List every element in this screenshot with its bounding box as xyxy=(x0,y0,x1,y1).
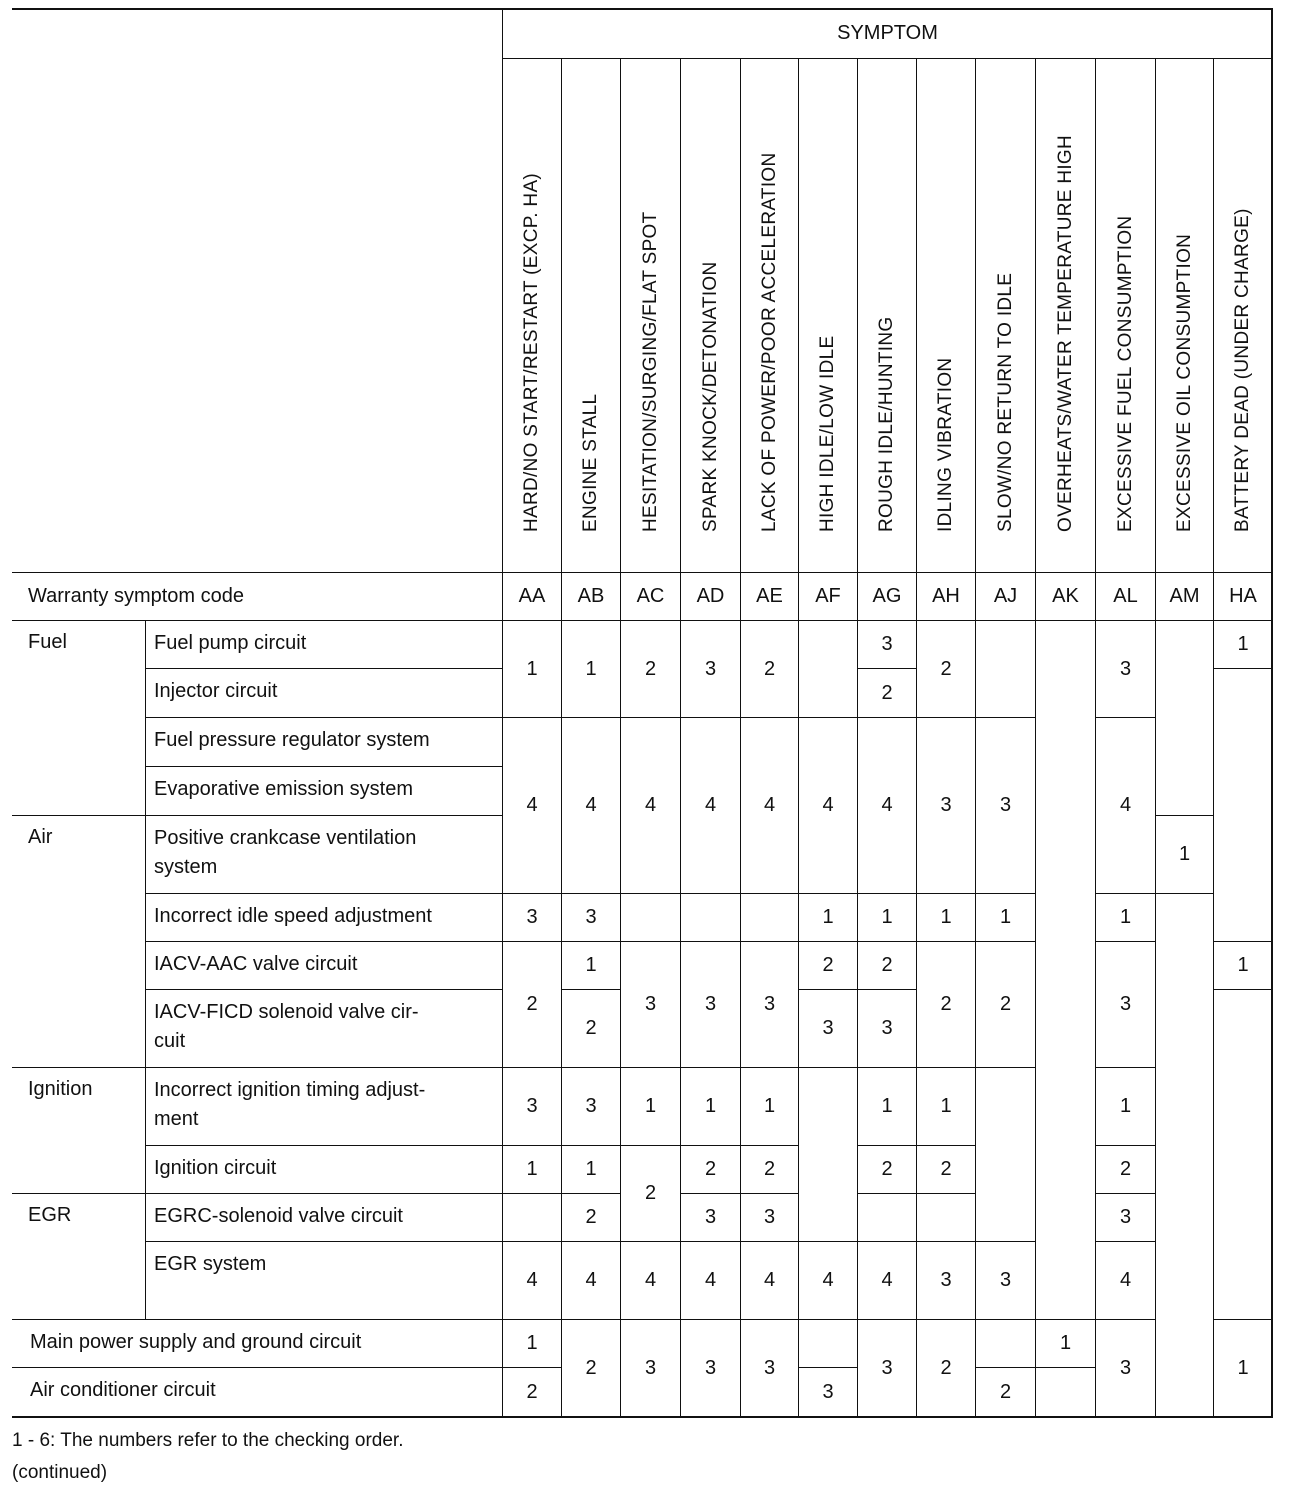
cell-text: 3 xyxy=(704,657,717,680)
cell-text: 3 xyxy=(1119,657,1132,680)
check-order-cell-aa xyxy=(502,893,562,942)
symptom-name: IDLING VIBRATION xyxy=(935,357,956,532)
check-order-cell-ac xyxy=(620,620,681,718)
item-label xyxy=(145,1193,503,1242)
cell-text: 3 xyxy=(763,993,776,1015)
check-order-cell-af xyxy=(798,941,858,990)
cell-text: 1 xyxy=(1119,906,1132,928)
check-order-cell-ha xyxy=(1213,668,1273,942)
cell-text: 2 xyxy=(526,1381,538,1403)
check-order-cell-ag xyxy=(857,1193,917,1242)
item-text: Fuel pump circuit xyxy=(154,632,307,654)
cell-text: 3 xyxy=(940,1269,952,1291)
check-order-cell-ae xyxy=(740,1193,799,1242)
cell-text: 3 xyxy=(644,1357,657,1379)
item-label xyxy=(145,1241,503,1320)
item-text: Air conditioner circuit xyxy=(30,1379,216,1401)
symptom-code xyxy=(1213,572,1273,621)
check-order-cell-ab xyxy=(561,1319,621,1418)
check-order-cell-ag xyxy=(857,620,917,669)
check-order-cell-ad xyxy=(680,717,741,894)
cell-text: 2 xyxy=(585,1357,597,1379)
check-order-cell-af xyxy=(798,1067,858,1242)
cell-text: 1 xyxy=(585,657,597,680)
cell-text: 4 xyxy=(1119,794,1132,816)
cell-text: 1 xyxy=(940,906,952,928)
cell-text: 4 xyxy=(526,1269,538,1291)
check-order-cell-ah xyxy=(916,1145,976,1194)
check-order-cell-ad xyxy=(680,1145,741,1194)
check-order-cell-af xyxy=(798,1241,858,1320)
symptom-name: HIGH IDLE/LOW IDLE xyxy=(817,335,838,532)
check-order-cell-ag xyxy=(857,668,917,718)
check-order-cell-aa xyxy=(502,620,562,718)
symptom-name: LACK OF POWER/POOR ACCELERATION xyxy=(758,152,780,532)
check-order-cell-ah xyxy=(916,941,976,1068)
cell-text: 2 xyxy=(940,657,952,680)
symptom-code xyxy=(620,572,681,621)
symptom-column-header xyxy=(798,58,858,573)
cell-text: 3 xyxy=(999,794,1012,816)
cell-text: 3 xyxy=(585,906,597,928)
check-order-cell-aa xyxy=(502,1319,562,1368)
symptom-name: ROUGH IDLE/HUNTING xyxy=(876,316,897,532)
symptom-name: SPARK KNOCK/DETONATION xyxy=(699,261,721,532)
check-order-cell-aj xyxy=(975,1241,1036,1320)
cell-text: Fuel xyxy=(28,631,67,653)
check-order-cell-ag xyxy=(857,1319,917,1418)
cell-text: 2 xyxy=(881,1158,893,1180)
symptom-name: HARD/NO START/RESTART (EXCP. HA) xyxy=(521,172,542,532)
cell-text: 1 xyxy=(999,906,1012,928)
check-order-cell-ah xyxy=(916,893,976,942)
cell-text: AK xyxy=(1052,585,1079,607)
check-order-cell-ad xyxy=(680,893,741,942)
check-order-cell-ab xyxy=(561,893,621,942)
check-order-cell-af xyxy=(798,893,858,942)
check-order-cell-ak xyxy=(1035,1319,1096,1368)
check-order-cell-al xyxy=(1095,1193,1156,1242)
item-text: Evaporative emission system xyxy=(154,778,413,800)
check-order-cell-ab xyxy=(561,1193,621,1242)
category-air xyxy=(12,815,146,1068)
check-order-cell-al xyxy=(1095,1067,1156,1146)
symptom-code xyxy=(680,572,741,621)
symptom-column-header xyxy=(1035,58,1096,573)
check-order-cell-ad xyxy=(680,1067,741,1146)
check-order-cell-af xyxy=(798,1367,858,1418)
item-label xyxy=(145,989,503,1068)
cell-text: 4 xyxy=(763,794,776,816)
check-order-cell-aa xyxy=(502,1067,562,1146)
symptom-name: EXCESSIVE OIL CONSUMPTION xyxy=(1173,233,1195,532)
cell-text: 4 xyxy=(644,1269,657,1291)
cell-text: 4 xyxy=(763,1269,776,1291)
cell-text: 1 xyxy=(644,1095,657,1117)
check-order-cell-aj xyxy=(975,893,1036,942)
check-order-cell-ag xyxy=(857,1067,917,1146)
symptom-code xyxy=(975,572,1036,621)
check-order-cell-ab xyxy=(561,941,621,990)
cell-text: 2 xyxy=(1119,1158,1132,1180)
check-order-cell-ha xyxy=(1213,1319,1273,1418)
cell-text: 3 xyxy=(526,906,538,928)
cell-text: 4 xyxy=(526,794,538,816)
cell-text: 1 xyxy=(526,1158,538,1180)
cell-text: AC xyxy=(636,585,665,607)
item-text: EGRC-solenoid valve circuit xyxy=(154,1205,403,1227)
cell-text: 2 xyxy=(644,657,657,680)
symptom-code xyxy=(561,572,621,621)
check-order-cell-aj xyxy=(975,1067,1036,1242)
check-order-cell-al xyxy=(1095,1145,1156,1194)
check-order-cell-ah xyxy=(916,1193,976,1242)
symptom-column-header xyxy=(975,58,1036,573)
symptom-column-header xyxy=(502,58,562,573)
check-order-cell-ag xyxy=(857,893,917,942)
item-text: IACV-AAC valve circuit xyxy=(154,953,358,975)
cell-text: Air xyxy=(28,826,53,848)
check-order-cell-am xyxy=(1155,620,1214,816)
check-order-cell-ae xyxy=(740,620,799,718)
check-order-cell-ac xyxy=(620,1241,681,1320)
check-order-cell-ae xyxy=(740,1241,799,1320)
check-order-cell-al xyxy=(1095,893,1156,942)
cell-text: AG xyxy=(872,585,902,607)
cell-text: EGR xyxy=(28,1204,72,1226)
check-order-cell-ag xyxy=(857,941,917,990)
check-order-cell-ab xyxy=(561,717,621,894)
cell-text: 2 xyxy=(940,1357,952,1379)
check-order-cell-am xyxy=(1155,815,1214,894)
symptom-name: OVERHEATS/WATER TEMPERATURE HIGH xyxy=(1054,134,1076,532)
check-order-cell-aa xyxy=(502,1145,562,1194)
check-order-cell-al xyxy=(1095,1241,1156,1320)
item-label xyxy=(145,941,503,990)
check-order-cell-aa xyxy=(502,1193,562,1242)
check-order-cell-ah xyxy=(916,1241,976,1320)
check-order-cell-ak xyxy=(1035,620,1096,1320)
cell-text: 2 xyxy=(644,1182,657,1204)
check-order-cell-ha xyxy=(1213,941,1273,990)
check-order-cell-al xyxy=(1095,717,1156,894)
category-fuel xyxy=(12,620,146,816)
check-order-cell-ad xyxy=(680,1241,741,1320)
symptom-column-header xyxy=(857,58,917,573)
cell-text: 1 xyxy=(1237,633,1249,655)
cell-text: 3 xyxy=(763,1206,776,1228)
check-order-cell-ac xyxy=(620,1067,681,1146)
symptom-column-header xyxy=(916,58,976,573)
footnote: 1 - 6: The numbers refer to the checking order. xyxy=(12,1430,404,1451)
cell-text: 1 xyxy=(881,906,893,928)
item-text: Injector circuit xyxy=(154,680,278,702)
check-order-cell-ab xyxy=(561,989,621,1068)
cell-text: 4 xyxy=(822,1269,834,1291)
check-order-cell-aa xyxy=(502,1241,562,1320)
item-text: Ignition circuit xyxy=(154,1157,277,1179)
check-order-cell-al xyxy=(1095,941,1156,1068)
cell-text: HA xyxy=(1229,585,1257,607)
item-text: Incorrect ignition timing adjust- xyxy=(154,1079,426,1101)
cell-text: 4 xyxy=(585,794,597,816)
check-order-cell-ac xyxy=(620,1145,681,1242)
check-order-cell-ak xyxy=(1035,1367,1096,1418)
cell-text: 1 xyxy=(1178,843,1191,865)
cell-text: 3 xyxy=(585,1095,597,1117)
symptom-name: SLOW/NO RETURN TO IDLE xyxy=(994,272,1016,532)
item-label xyxy=(145,717,503,767)
cell-text: 1 xyxy=(585,1158,597,1180)
check-order-cell-ah xyxy=(916,1319,976,1418)
check-order-cell-ad xyxy=(680,1319,741,1418)
check-order-cell-af xyxy=(798,717,858,894)
cell-text: 1 xyxy=(881,1095,893,1117)
symptom-name: BATTERY DEAD (UNDER CHARGE) xyxy=(1232,208,1253,532)
cell-text: 2 xyxy=(763,1158,776,1180)
check-order-cell-ad xyxy=(680,620,741,718)
item-label xyxy=(145,620,503,669)
check-order-cell-ah xyxy=(916,717,976,894)
cell-text: AF xyxy=(815,585,841,607)
symptom-name: HESITATION/SURGING/FLAT SPOT xyxy=(639,211,661,532)
cell-text: 3 xyxy=(763,1357,776,1379)
cell-text: 1 xyxy=(763,1095,776,1117)
item-text: Fuel pressure regulator system xyxy=(154,729,430,751)
item-label xyxy=(145,1145,503,1194)
symptom-code xyxy=(798,572,858,621)
item-text: system xyxy=(154,856,218,878)
header-blank xyxy=(12,8,503,573)
cell-text: 3 xyxy=(1119,993,1132,1015)
cell-text: 1 xyxy=(1237,1357,1249,1379)
cell-text: 4 xyxy=(1119,1269,1132,1291)
category-ignition xyxy=(12,1067,146,1194)
check-order-cell-ae xyxy=(740,717,799,894)
item-text: Positive crankcase ventilation xyxy=(154,827,417,849)
symptom-column-header xyxy=(561,58,621,573)
symptom-code xyxy=(1035,572,1096,621)
check-order-cell-al xyxy=(1095,1319,1156,1418)
cell-text: 1 xyxy=(585,954,597,976)
cell-text: 3 xyxy=(822,1017,834,1039)
check-order-cell-aj xyxy=(975,941,1036,1068)
item-text: Main power supply and ground circuit xyxy=(30,1331,362,1353)
cell-text: 3 xyxy=(940,794,952,816)
cell-text: AM xyxy=(1169,585,1200,607)
check-order-cell-af xyxy=(798,620,858,718)
symptom-name: ENGINE STALL xyxy=(580,393,601,532)
code-row-label xyxy=(12,572,503,621)
cell-text: 1 xyxy=(1119,1095,1132,1117)
cell-text: 1 xyxy=(1059,1332,1072,1354)
check-order-cell-ae xyxy=(740,1145,799,1194)
cell-text: 2 xyxy=(881,954,893,976)
symptom-code xyxy=(1155,572,1214,621)
check-order-cell-ah xyxy=(916,620,976,718)
cell-text: 3 xyxy=(881,633,893,655)
check-order-cell-ac xyxy=(620,1319,681,1418)
check-order-cell-ab xyxy=(561,1067,621,1146)
cell-text: AJ xyxy=(993,585,1018,607)
symptom-code xyxy=(1095,572,1156,621)
cell-text: 3 xyxy=(1119,1357,1132,1379)
check-order-cell-aj xyxy=(975,1367,1036,1418)
check-order-cell-ac xyxy=(620,717,681,894)
cell-text: 4 xyxy=(822,794,834,816)
check-order-cell-ab xyxy=(561,620,621,718)
cell-text: 3 xyxy=(881,1017,893,1039)
symptom-column-header xyxy=(1095,58,1156,573)
cell-text: 4 xyxy=(644,794,657,816)
check-order-cell-aj xyxy=(975,1319,1036,1368)
cell-text: 3 xyxy=(644,993,657,1015)
item-text: IACV-FICD solenoid valve cir- xyxy=(154,1001,419,1023)
check-order-cell-aj xyxy=(975,717,1036,894)
cell-text: 4 xyxy=(881,794,893,816)
symptom-column-header xyxy=(740,58,799,573)
cell-text: 2 xyxy=(585,1206,597,1228)
check-order-cell-ae xyxy=(740,893,799,942)
cell-text: 2 xyxy=(704,1158,717,1180)
check-order-cell-af xyxy=(798,989,858,1068)
cell-text: 2 xyxy=(940,1158,952,1180)
cell-text: 3 xyxy=(526,1095,538,1117)
symptom-code xyxy=(740,572,799,621)
cell-text: 2 xyxy=(999,993,1012,1015)
check-order-cell-ab xyxy=(561,1145,621,1194)
check-order-cell-ag xyxy=(857,1241,917,1320)
check-order-cell-ab xyxy=(561,1241,621,1320)
cell-text: 3 xyxy=(1119,1206,1132,1228)
check-order-cell-ag xyxy=(857,989,917,1068)
check-order-cell-af xyxy=(798,1319,858,1368)
symptom-column-header xyxy=(1155,58,1214,573)
cell-text: AH xyxy=(932,585,960,607)
cell-text: 1 xyxy=(940,1095,952,1117)
cell-text: AE xyxy=(756,585,783,607)
check-order-cell-ae xyxy=(740,1319,799,1418)
cell-text: SYMPTOM xyxy=(837,22,938,44)
check-order-cell-ag xyxy=(857,1145,917,1194)
cell-text: 3 xyxy=(822,1381,834,1403)
item-text: cuit xyxy=(154,1030,186,1052)
check-order-cell-al xyxy=(1095,620,1156,718)
check-order-cell-ae xyxy=(740,1067,799,1146)
item-label xyxy=(145,668,503,718)
check-order-cell-ae xyxy=(740,941,799,1068)
check-order-cell-aa xyxy=(502,717,562,894)
symptom-column-header xyxy=(1213,58,1273,573)
cell-text: 2 xyxy=(999,1381,1012,1403)
continued-note: (continued) xyxy=(12,1462,108,1483)
check-order-cell-aa xyxy=(502,941,562,1068)
cell-text: AB xyxy=(577,585,605,607)
cell-text: 4 xyxy=(881,1269,893,1291)
item-text: EGR system xyxy=(154,1253,267,1275)
check-order-cell-aj xyxy=(975,620,1036,718)
cell-text: 1 xyxy=(1237,954,1249,976)
cell-text: 1 xyxy=(526,1332,538,1354)
item-label xyxy=(12,1367,503,1418)
cell-text: 3 xyxy=(999,1269,1012,1291)
item-label xyxy=(145,1067,503,1146)
cell-text: AL xyxy=(1113,585,1138,607)
item-label xyxy=(145,893,503,942)
item-text: Incorrect idle speed adjustment xyxy=(154,905,432,927)
cell-text: 4 xyxy=(585,1269,597,1291)
cell-text: 2 xyxy=(822,954,834,976)
cell-text: 2 xyxy=(940,993,952,1015)
cell-text: 1 xyxy=(822,906,834,928)
cell-text: 4 xyxy=(704,1269,717,1291)
check-order-cell-ha xyxy=(1213,989,1273,1320)
check-order-cell-ag xyxy=(857,717,917,894)
item-label xyxy=(145,766,503,816)
cell-text: 4 xyxy=(704,794,717,816)
symptom-code xyxy=(857,572,917,621)
cell-text: 2 xyxy=(763,657,776,680)
check-order-cell-ac xyxy=(620,893,681,942)
check-order-cell-ha xyxy=(1213,620,1273,669)
symptom-code xyxy=(502,572,562,621)
cell-text: Warranty symptom code xyxy=(28,585,244,607)
item-label xyxy=(145,815,503,894)
check-order-cell-aa xyxy=(502,1367,562,1418)
cell-text: 1 xyxy=(526,657,538,680)
symptom-column-header xyxy=(620,58,681,573)
symptom-header xyxy=(502,8,1273,59)
check-order-cell-ad xyxy=(680,1193,741,1242)
check-order-cell-ah xyxy=(916,1067,976,1146)
cell-text: 3 xyxy=(704,1206,717,1228)
cell-text: 1 xyxy=(704,1095,717,1117)
cell-text: 2 xyxy=(881,681,893,704)
check-order-cell-ad xyxy=(680,941,741,1068)
check-order-cell-ac xyxy=(620,941,681,1068)
cell-text: 3 xyxy=(881,1357,893,1379)
cell-text: 2 xyxy=(585,1017,597,1039)
item-label xyxy=(12,1319,503,1368)
symptom-code xyxy=(916,572,976,621)
cell-text: AA xyxy=(518,585,546,607)
check-order-cell-am xyxy=(1155,893,1214,1418)
symptom-column-header xyxy=(680,58,741,573)
cell-text: 3 xyxy=(704,993,717,1015)
category-egr xyxy=(12,1193,146,1320)
cell-text: AD xyxy=(696,585,725,607)
symptom-name: EXCESSIVE FUEL CONSUMPTION xyxy=(1114,215,1136,532)
item-text: ment xyxy=(154,1108,199,1130)
cell-text: 3 xyxy=(704,1357,717,1379)
cell-text: Ignition xyxy=(28,1078,93,1100)
cell-text: 2 xyxy=(526,993,538,1015)
